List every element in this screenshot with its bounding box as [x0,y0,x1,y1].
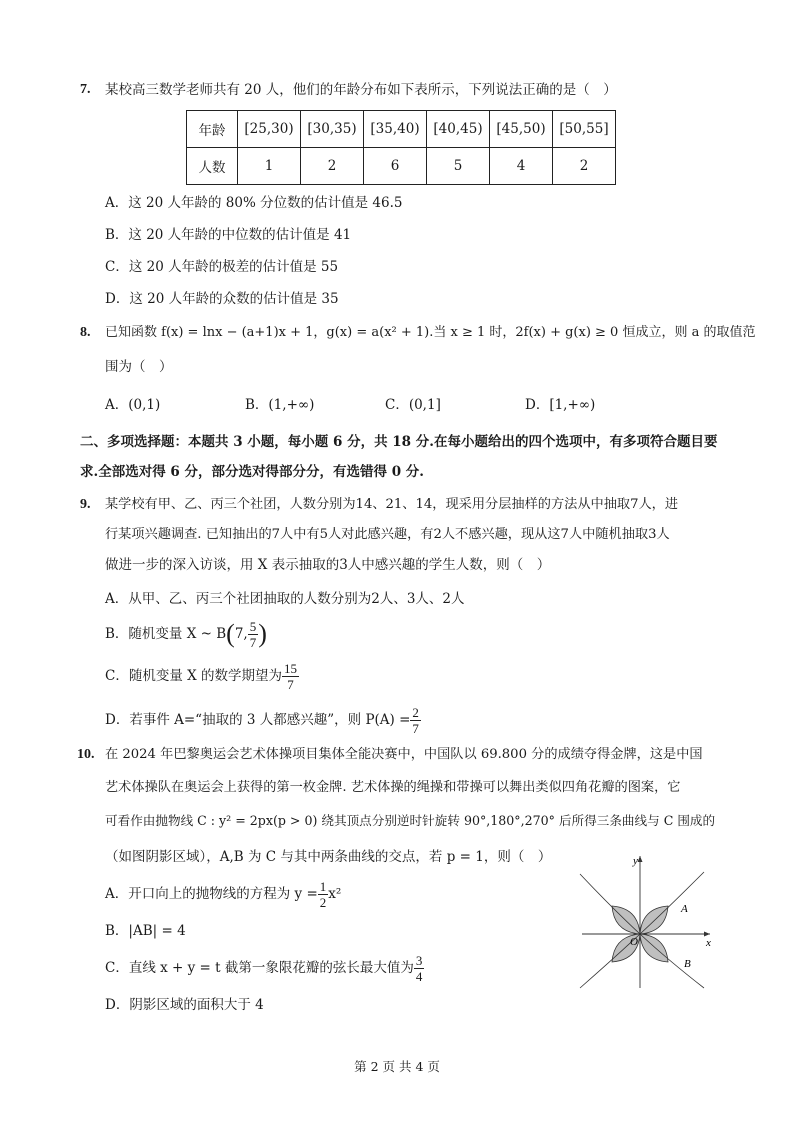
fraction-numerator: 15 [284,660,298,676]
q9-option-b-n: 7, [234,626,248,642]
table-cell: 1 [238,148,301,185]
table-cell: 6 [364,148,427,185]
fraction [318,879,329,910]
table-cell: [30,35) [301,111,364,148]
section2-heading-line1: 二、多项选择题：本题共 3 小题，每小题 6 分，共 18 分.在每小题给出的四个选项中，有多项符合题目要 [80,434,718,450]
table-cell: [35,40) [364,111,427,148]
table-cell: [45,50) [490,111,553,148]
table-header-cell: 年龄 [187,111,238,148]
table-cell: 4 [490,148,553,185]
q8-option-b: B．(1,+∞) [245,397,315,413]
q9-option-c [105,656,299,696]
table-row [187,148,616,185]
q10-option-a-text: A．开口向上的抛物线的方程为 y = [105,886,318,902]
q9-stem-line2: 行某项兴趣调查. 已知抽出的7人中有5人对此感兴趣，有2人不感兴趣，现从这7人中随机抽取3人 [105,527,670,542]
q9-option-d [105,700,421,740]
q10-stem-line4: （如图阴影区域），A,B 为 C 与其中两条曲线的交点，若 p = 1，则（ ） [105,849,552,865]
label-o: O [630,936,638,948]
q7-stem: 某校高三数学老师共有 20 人，他们的年龄分布如下表所示，下列说法正确的是（ ） [105,82,617,98]
table-cell: [50,55] [553,111,616,148]
fraction-denominator: 7 [249,634,257,650]
q9-option-c-text: C．随机变量 X 的数学期望为 [105,668,283,684]
table-row [187,111,616,148]
q10-option-a-tail: x² [328,886,342,902]
q9-stem-line1: 某学校有甲、乙、丙三个社团，人数分别为14、21、14，现采用分层抽样的方法从中抽取7人，进 [105,497,679,512]
q9-stem-line3: 做进一步的深入访谈，用 X 表示抽取的3人中感兴趣的学生人数，则（ ） [105,557,551,573]
fraction [248,619,259,650]
fraction-denominator: 2 [319,894,327,910]
fraction-numerator: 5 [249,618,257,634]
fraction-numerator: 3 [415,952,423,968]
q10-option-c [105,948,424,988]
q7-option-a: A．这 20 人年龄的 80% 分位数的估计值是 46.5 [105,195,403,211]
fraction-denominator: 7 [412,720,419,736]
q8-stem-line2: 围为（ ） [105,359,173,375]
q9-option-d-text: D．若事件 A=“抽取的 3 人都感兴趣”，则 P(A) = [105,712,411,728]
q10-stem-line1: 在 2024 年巴黎奥运会艺术体操项目集体全能决赛中，中国队以 69.800 分的成绩夺得金牌，这是中国 [105,747,703,762]
q10-stem-line2: 艺术体操队在奥运会上获得的第一枚金牌. 艺术体操的绳操和带操可以舞出类似四角花瓣的图案，它 [105,780,681,795]
q10-option-d: D．阴影区域的面积大于 4 [105,997,264,1013]
fraction [410,705,421,736]
label-a: A [681,903,688,915]
q7-age-table [186,110,616,185]
q7-option-d: D．这 20 人年龄的众数的估计值是 35 [105,291,339,307]
fraction [282,661,299,692]
fraction-denominator: 4 [415,968,423,984]
fraction-denominator: 7 [287,676,294,692]
q10-petal-figure [576,850,716,990]
label-b: B [684,958,691,970]
q9-option-a: A．从甲、乙、丙三个社团抽取的人数分别为2人、3人、2人 [105,591,465,607]
y-axis-arrow-icon [638,856,643,862]
q9-option-b [105,614,267,654]
q10-number: 10. [77,747,95,762]
paren-close: ) [258,619,267,648]
fraction-numerator: 1 [319,878,327,894]
fraction [414,953,425,984]
table-header-cell: 人数 [187,148,238,185]
q8-option-d: D．[1,+∞) [525,397,596,413]
paren-open: ( [226,619,235,648]
q7-option-c: C．这 20 人年龄的极差的估计值是 55 [105,259,339,275]
q9-number: 9. [80,497,91,512]
table-cell: 2 [553,148,616,185]
q10-option-b: B．|AB| = 4 [105,923,186,939]
q8-option-a: A．(0,1) [105,397,161,413]
table-cell: [40,45) [427,111,490,148]
table-cell: 2 [301,148,364,185]
table-cell: 5 [427,148,490,185]
label-y: y [633,855,638,867]
section2-heading-line2: 求.全部选对得 6 分，部分选对得部分分，有选错得 0 分. [80,464,424,480]
q10-option-c-text: C．直线 x + y = t 截第一象限花瓣的弦长最大值为 [105,960,414,976]
q7-number: 7. [80,82,91,97]
q10-option-a [105,874,341,914]
x-axis-arrow-icon [704,932,710,937]
q10-stem-line3: 可看作由抛物线 C : y² = 2px(p > 0) 绕其顶点分别逆时针旋转 90°,180°,270° 后所得三条曲线与 C 围成的 [105,813,716,828]
q9-option-b-text: B．随机变量 X ~ B [105,626,227,642]
page-footer: 第 2 页 共 4 页 [354,1059,440,1074]
q8-number: 8. [80,325,91,340]
fraction-numerator: 2 [412,704,419,720]
q7-option-b: B．这 20 人年龄的中位数的估计值是 41 [105,227,352,243]
q8-option-c: C．(0,1] [385,397,441,413]
label-x: x [706,937,711,949]
table-cell: [25,30) [238,111,301,148]
q8-stem-line1: 已知函数 f(x) = lnx − (a+1)x + 1，g(x) = a(x² + 1).当 x ≥ 1 时，2f(x) + g(x) ≥ 0 恒成立，则 a 的取值范 [105,325,756,340]
